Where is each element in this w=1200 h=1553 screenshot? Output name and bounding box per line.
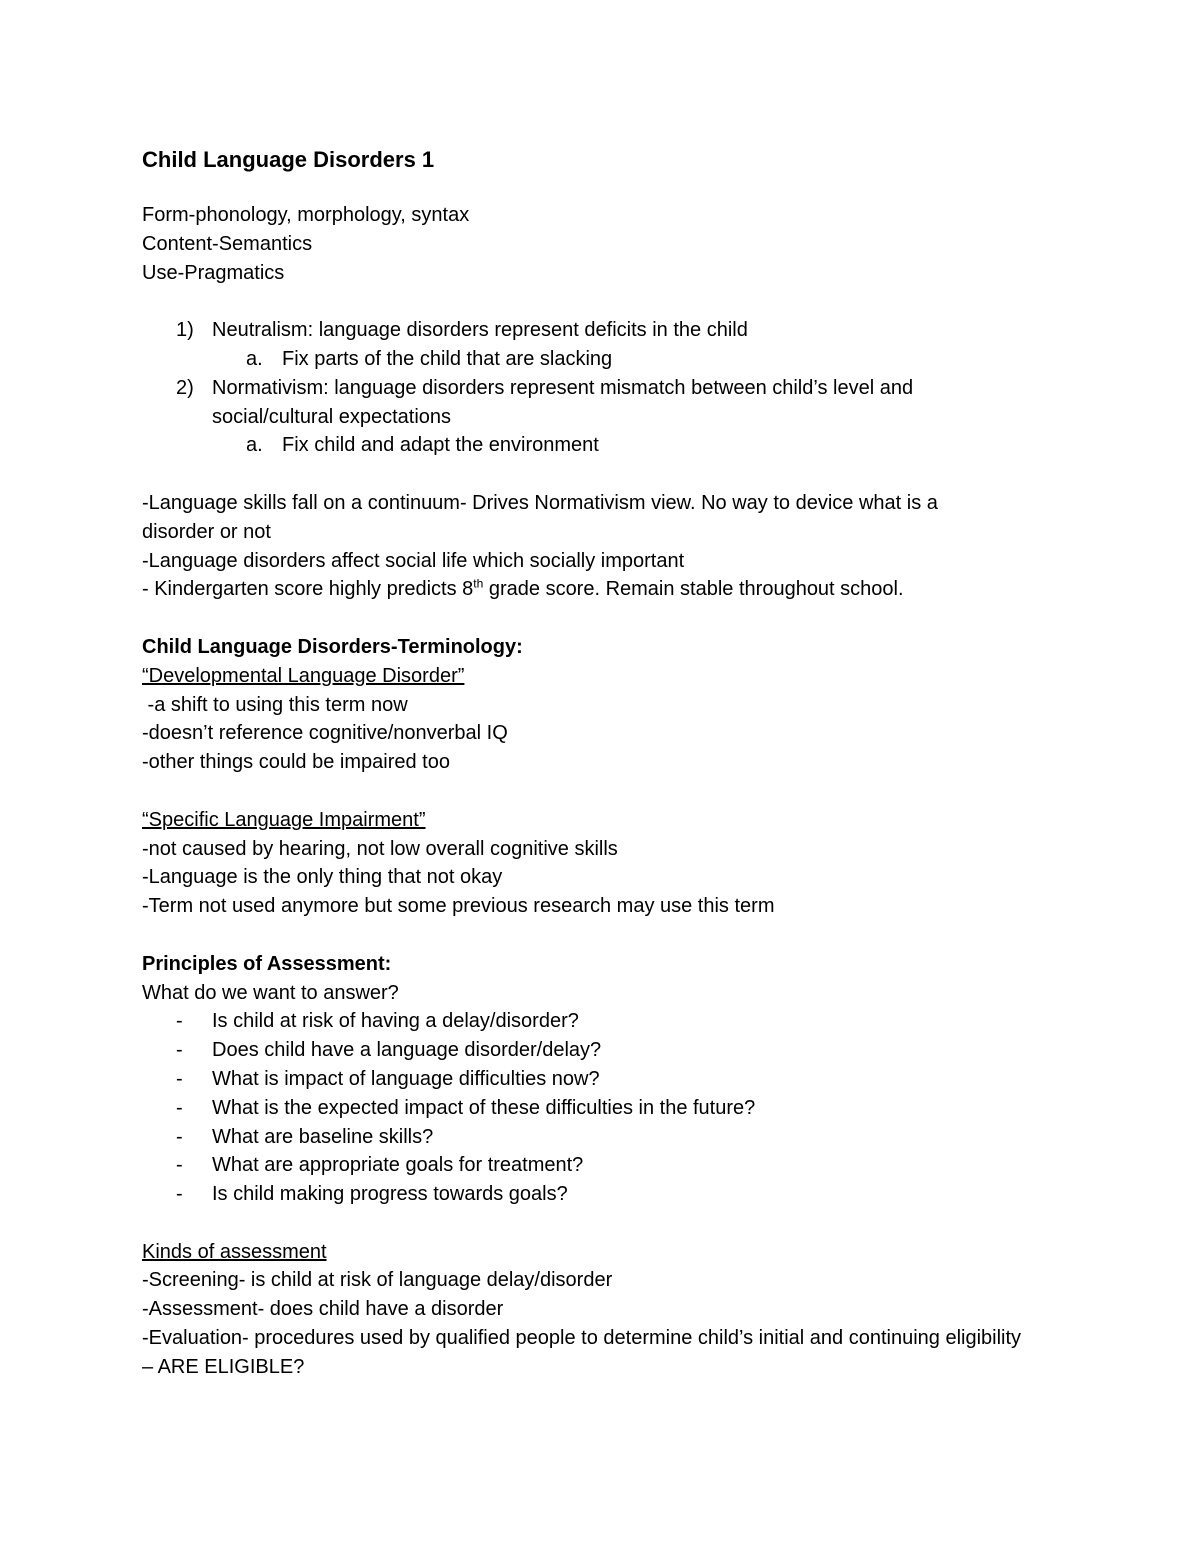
term-line: -Language is the only thing that not okay — [142, 866, 503, 889]
term-line: -Term not used anymore but some previous research may use this term — [142, 895, 775, 918]
dash-text: Is child making progress towards goals? — [212, 1183, 568, 1206]
kind-line: -Evaluation- procedures used by qualified people to determine child’s initial and continuing eligibility – ARE ELIGIBLE? — [142, 1327, 1022, 1378]
kind-line: -Assessment- does child have a disorder — [142, 1298, 504, 1321]
item-text: Neutralism: language disorders represent deficits in the child — [212, 319, 748, 342]
section-heading: Child Language Disorders-Terminology: — [142, 635, 523, 658]
note-line: -Language disorders affect social life which socially important — [142, 549, 685, 572]
dash-marker: - — [176, 1154, 183, 1177]
numbered-item — [142, 316, 1042, 345]
sub-item — [142, 345, 1042, 374]
dash-text: Is child at risk of having a delay/disorder? — [212, 1010, 579, 1033]
item-marker: 1) — [176, 319, 194, 342]
sub-item-marker: a. — [246, 347, 263, 370]
dash-item — [142, 1094, 1042, 1123]
note-text: - Kindergarten score highly predicts 8 — [142, 578, 474, 601]
term-title: “Specific Language Impairment” — [142, 808, 426, 831]
document-title: Child Language Disorders 1 — [142, 147, 435, 172]
sub-item-text: Fix parts of the child that are slacking — [282, 347, 613, 370]
kind-line: -Screening- is child at risk of language delay/disorder — [142, 1269, 613, 1292]
dash-text: What are baseline skills? — [212, 1125, 434, 1148]
intro-line: Form-phonology, morphology, syntax — [142, 204, 470, 226]
intro-line: Use-Pragmatics — [142, 261, 285, 284]
dash-item — [142, 1065, 1042, 1094]
dash-text: What are appropriate goals for treatment? — [212, 1154, 584, 1177]
dash-marker: - — [176, 1096, 183, 1119]
item-marker: 2) — [176, 376, 194, 399]
term-line: -not caused by hearing, not low overall cognitive skills — [142, 837, 618, 860]
section-heading: Kinds of assessment — [142, 1240, 327, 1263]
sub-item — [142, 431, 1042, 460]
dash-item — [142, 1180, 1042, 1209]
dash-item — [142, 1036, 1042, 1065]
term-line: -a shift to using this term now — [142, 693, 408, 716]
item-text: Normativism: language disorders represent mismatch between child’s level and social/cultural expectations — [212, 376, 914, 428]
intro-line: Content-Semantics — [142, 232, 313, 255]
term-line: -other things could be impaired too — [142, 751, 450, 774]
dash-marker: - — [176, 1125, 183, 1148]
numbered-item — [142, 374, 1042, 432]
dash-marker: - — [176, 1183, 183, 1206]
dash-item — [142, 1151, 1042, 1180]
dash-item — [142, 1007, 1042, 1036]
term-title: “Developmental Language Disorder” — [142, 664, 465, 687]
sub-item-text: Fix child and adapt the environment — [282, 434, 599, 457]
note-text: grade score. Remain stable throughout school. — [483, 578, 904, 601]
note-line: -Language skills fall on a continuum- Drives Normativism view. No way to device what is a disorder or not — [142, 491, 938, 543]
superscript: th — [473, 576, 484, 591]
dash-marker: - — [176, 1039, 183, 1062]
note-line — [142, 575, 1042, 604]
dash-item — [142, 1123, 1042, 1152]
sub-item-marker: a. — [246, 434, 263, 457]
section-heading: Principles of Assessment: — [142, 952, 392, 975]
dash-text: What is the expected impact of these difficulties in the future? — [212, 1096, 756, 1119]
dash-marker: - — [176, 1010, 183, 1033]
dash-text: What is impact of language difficulties now? — [212, 1067, 600, 1090]
dash-marker: - — [176, 1067, 183, 1090]
question-line: What do we want to answer? — [142, 981, 399, 1004]
dash-text: Does child have a language disorder/delay? — [212, 1039, 602, 1062]
term-line: -doesn’t reference cognitive/nonverbal IQ — [142, 722, 508, 745]
document-content — [142, 144, 1042, 1382]
